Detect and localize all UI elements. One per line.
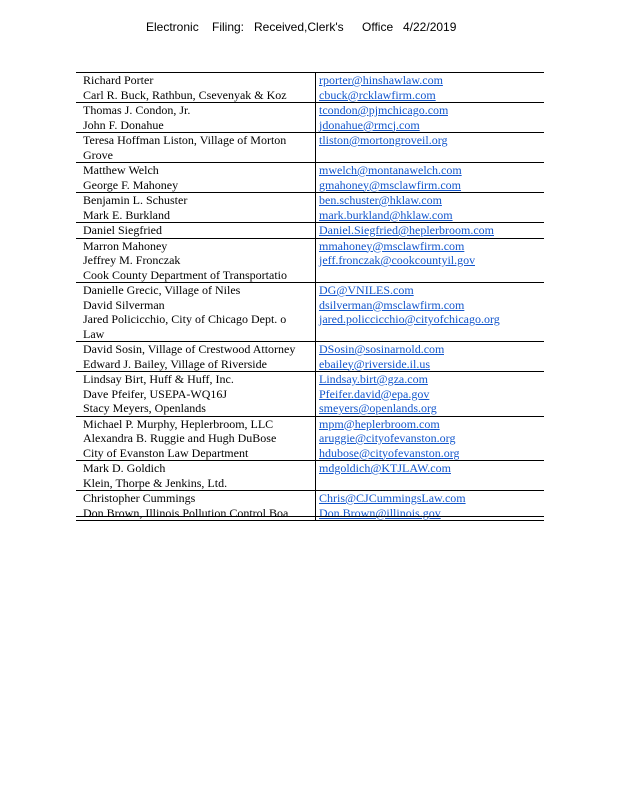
contact-email-link [319, 268, 475, 283]
contact-email-link[interactable]: gmahoney@msclawfirm.com [319, 177, 462, 192]
table-row [76, 102, 544, 132]
contact-name: City of Evanston Law Department [83, 445, 249, 460]
email-cell [316, 193, 453, 222]
name-cell [76, 223, 316, 238]
header-received: Received,Clerk's [254, 20, 344, 34]
contact-email-link[interactable]: rporter@hinshawlaw.com [319, 73, 443, 87]
contact-name: Carl R. Buck, Rathbun, Csevenyak & Koz [83, 87, 287, 102]
contact-email-link[interactable]: mark.burkland@hklaw.com [319, 207, 453, 222]
contact-name: Stacy Meyers, Openlands [83, 401, 206, 415]
table-row [76, 72, 544, 102]
contact-name: George F. Mahoney [83, 177, 179, 192]
contact-email-link[interactable]: tliston@mortongroveil.org [319, 133, 448, 147]
table-row [76, 238, 544, 283]
contact-name: Richard Porter [83, 73, 154, 87]
contact-name: Edward J. Bailey, Village of Riverside [83, 356, 267, 371]
contact-name: Grove [83, 147, 113, 162]
name-cell [76, 417, 316, 461]
email-cell [316, 461, 451, 490]
contact-name: Klein, Thorpe & Jenkins, Ltd. [83, 475, 228, 490]
contact-name: Benjamin L. Schuster [83, 193, 188, 207]
contact-email-link[interactable]: DG@VNILES.com [319, 283, 414, 297]
email-cell [316, 417, 459, 461]
table-row [76, 162, 544, 192]
contact-email-link[interactable]: ebailey@riverside.il.us [319, 356, 431, 371]
email-cell [316, 223, 494, 238]
table-row [76, 192, 544, 222]
name-cell [76, 103, 316, 132]
contact-email-link[interactable]: mmahoney@msclawfirm.com [319, 238, 465, 253]
contact-email-link[interactable]: dsilverman@msclawfirm.com [319, 297, 465, 312]
contact-email-link[interactable]: smeyers@openlands.org [319, 401, 437, 415]
contact-name: Cook County Department of Transportatio [83, 267, 287, 282]
name-cell [76, 193, 316, 222]
contact-email-link[interactable]: aruggie@cityofevanston.org [319, 431, 456, 445]
email-cell [316, 342, 444, 371]
contact-email-link [319, 148, 448, 163]
email-cell [316, 163, 462, 192]
contact-email-link[interactable]: mdgoldich@KTJLAW.com [319, 461, 451, 475]
name-cell [76, 163, 316, 192]
table-row [76, 371, 544, 416]
header-filing: Filing: [212, 20, 245, 34]
table-bottom-rule [76, 516, 544, 517]
email-cell [316, 283, 500, 341]
table-row [76, 341, 544, 371]
name-cell [76, 461, 316, 490]
contact-name: Daniel Siegfried [83, 223, 162, 237]
contact-email-link[interactable]: tcondon@pjmchicago.com [319, 103, 449, 117]
contact-email-link[interactable]: hdubose@cityofevanston.org [319, 445, 460, 460]
contact-email-link[interactable]: Lindsay.birt@gza.com [319, 372, 428, 386]
contact-email-link[interactable]: ben.schuster@hklaw.com [319, 193, 442, 207]
contact-email-link[interactable]: DSosin@sosinarnold.com [319, 342, 445, 356]
contact-email-link [319, 476, 451, 491]
email-cell [316, 103, 448, 132]
email-cell [316, 133, 448, 162]
table-row [76, 222, 544, 238]
contact-email-link[interactable]: mwelch@montanawelch.com [319, 163, 462, 177]
contact-name: Jared Policicchio, City of Chicago Dept. o [83, 312, 287, 326]
name-cell [76, 283, 316, 341]
contact-name: Matthew Welch [83, 163, 159, 177]
contact-name: Marron Mahoney [83, 238, 168, 253]
contact-email-link[interactable]: cbuck@rcklawfirm.com [319, 87, 436, 102]
contact-email-link [319, 327, 500, 342]
contact-email-link[interactable]: jeff.fronczak@cookcountyil.gov [319, 253, 476, 267]
table-row [76, 132, 544, 162]
service-list-table [76, 72, 544, 521]
contact-email-link[interactable]: Pfeifer.david@epa.gov [319, 386, 430, 401]
contact-name: Alexandra B. Ruggie and Hugh DuBose [83, 431, 277, 445]
contact-name: Christopher Cummings [83, 491, 196, 505]
name-cell [76, 239, 316, 283]
contact-name: Jeffrey M. Fronczak [83, 253, 181, 267]
contact-email-link[interactable]: jared.policcicchio@cityofchicago.org [319, 312, 500, 326]
name-cell [76, 133, 316, 162]
email-cell [316, 73, 443, 102]
contact-name: Mark E. Burkland [83, 207, 170, 222]
contact-name: Lindsay Birt, Huff & Huff, Inc. [83, 372, 234, 386]
contact-email-link[interactable]: mpm@heplerbroom.com [319, 416, 440, 431]
contact-name: Teresa Hoffman Liston, Village of Morton [83, 133, 287, 147]
contact-name: Danielle Grecic, Village of Niles [83, 283, 241, 297]
contact-email-link[interactable]: jdonahue@rmcj.com [319, 117, 420, 132]
contact-name: David Sosin, Village of Crestwood Attorney [83, 342, 296, 356]
header-office: Office [362, 20, 394, 34]
name-cell [76, 372, 316, 416]
contact-name: David Silverman [83, 297, 165, 312]
table-row [76, 282, 544, 341]
table-row [76, 460, 544, 490]
name-cell [76, 73, 316, 102]
contact-name: Law [83, 326, 105, 341]
contact-name: Don Brown, Illinois Pollution Control Boa [83, 505, 289, 520]
contact-email-link[interactable]: Don.Brown@illinois.gov [319, 505, 441, 520]
table-row [76, 416, 544, 461]
header-date: 4/22/2019 [403, 20, 457, 34]
contact-name: Michael P. Murphy, Heplerbroom, LLC [83, 416, 274, 431]
contact-name: Dave Pfeifer, USEPA-WQ16J [83, 386, 228, 401]
contact-email-link[interactable]: Chris@CJCummingsLaw.com [319, 491, 466, 505]
contact-name: John F. Donahue [83, 117, 164, 132]
name-cell [76, 342, 316, 371]
contact-name: Mark D. Goldich [83, 461, 166, 475]
contact-email-link[interactable]: Daniel.Siegfried@heplerbroom.com [319, 223, 494, 237]
header-electronic: Electronic [146, 20, 199, 34]
contact-name: Thomas J. Condon, Jr. [83, 103, 191, 117]
email-cell [316, 239, 475, 283]
email-cell [316, 372, 437, 416]
